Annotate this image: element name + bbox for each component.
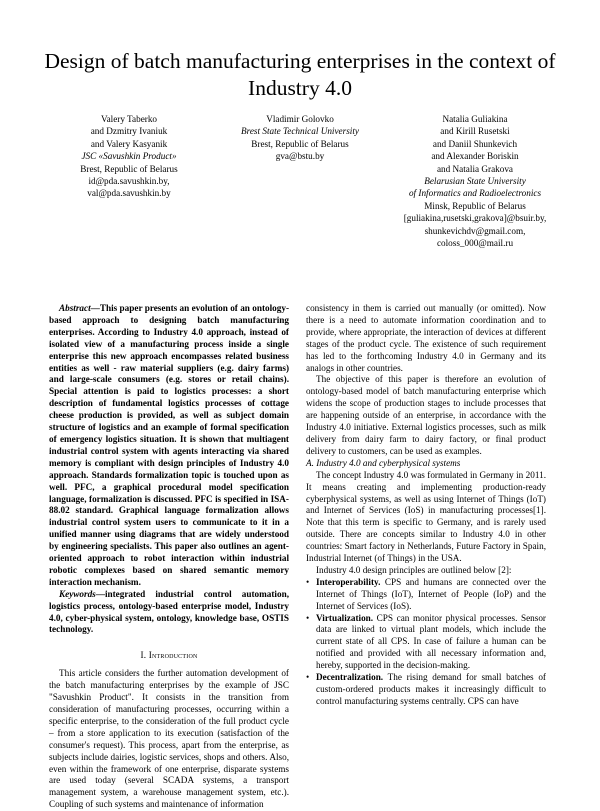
abstract — [49, 303, 289, 589]
author-line: and Dzmitry Ivaniuk — [90, 126, 168, 137]
author-line: and Valery Kasyanik — [90, 138, 168, 149]
keywords-text: —integrated industrial control automation, logistics process, ontology-based enterprise model, Industry 4.0, cyber-physical system, ontology, knowledge base, OSTIS technology. — [49, 588, 289, 635]
author-line: Brest, Republic of Belarus — [80, 163, 178, 174]
abstract-text: —This paper presents an evolution of an ontology-based approach to designing batch manufacturing enterprises. According to Industry 4.0 approach, instead of isolated view of a manufacturing process inside a single enterprise this new approach encompasses related business entities as well - raw material suppliers (e.g. dairy farms) and large-scale consumers (e.g. stores or retail chains). Special attention is paid to logistics processes: a short description of fundamental logistics processes of cottage cheese production is provided, as well as subject domain structure of logistics and an example of formal specification of emergency logistics situation. It is shown that multiagent industrial control system with agents interacting via shared memory is compliant with design principles of Industry 4.0 approach. Standards formalization topic is touched upon as well. PFC, a graphical procedural model specification language, formalization is discussed. PFC is specified in ISA-88.02 standard. Graphical language formalization allows industrial control system users to communicate to it in a unified manner using diagrams that are widely understood by engineering specialists. This paper also outlines an agent-oriented approach to robot interaction within industrial robotic complexes based on shared semantic memory interaction mechanism. — [49, 303, 289, 587]
author-line: Valery Taberko — [100, 114, 158, 124]
introduction-paragraph: This article considers the further automation development of the batch manufacturing enterprises by the example of JSC "Savushkin Product". It consists in the transition from consideration of manufacturing processes, occurring within a specific enterprise, to the consideration of the full product cycle – from a store application to its execution (satisfaction of the consumer's request). This process, apart from the enterprise, as subjects include dairies, logistic services, shops and others. Also, even within the framework of one enterprise, disparate systems are used today (several SCADA systems, a transport management system, a warehouse management system, etc.). Coupling of such systems and maintenance of information — [49, 668, 289, 810]
author-line: Vladimir Golovko — [266, 114, 334, 124]
author-line: and Natalia Grakova — [436, 163, 514, 174]
author-line: id@pda.savushkin.by, — [88, 176, 170, 187]
list-item: • Virtualization. CPS can monitor physical processes. Sensor data are linked to virtual plant models, which include the current state of all CPS. In case of failure a human can be notified and provided with all necessary information and, hereby, supported in the decision-making. — [306, 612, 546, 671]
author-line: and Daniil Shunkevich — [432, 138, 518, 149]
bullet-icon: • — [306, 612, 310, 623]
bullet-icon: • — [306, 576, 310, 587]
list-item: • Decentralization. The rising demand for small batches of custom-ordered products makes it increasingly difficult to control manufacturing systems centrally. CPS can have — [306, 672, 546, 706]
right-paragraph-1: consistency in them is carried out manually (or omitted). Now there is a need to automate information coordination and to provide, where appropriate, the interaction of devices at different stages of the product cycle. The existence of such requirement has led to the forthcoming Industry 4.0 in Germany and its analogs in other countries. — [306, 303, 546, 373]
right-paragraph-3: The concept Industry 4.0 was formulated in Germany in 2011. It means creating and implementing production-ready cyberphysical systems, as well as using Internet of Things (IoT) and Internet of Services (IoS) in manufacturing processes[1]. Note that this term is specific to Germany, and is rarely used outside. There are concepts similar to Industry 4.0 in other countries: Smart factory in Netherlands, Future Factory in Spain, Industrial Internet (of Things) in the USA. — [306, 469, 546, 564]
author-line: Brest State Technical University — [241, 126, 359, 137]
keywords-lead: Keywords — [59, 588, 96, 599]
author-line: and Alexander Boriskin — [431, 151, 519, 162]
author-line: and Kirill Rusetski — [440, 126, 510, 137]
author-line: coloss_000@mail.ru — [436, 238, 514, 249]
subsection-heading: A. Industry 4.0 and cyberphysical systems — [306, 457, 461, 468]
section-heading-introduction: I. Introduction — [140, 650, 198, 661]
bullet-icon: • — [306, 672, 310, 683]
author-line: val@pda.savushkin.by — [87, 188, 171, 199]
right-column — [306, 303, 546, 708]
author-line: Minsk, Republic of Belarus — [424, 200, 526, 211]
author-block-savushkin — [54, 113, 204, 200]
author-block-bsuir — [380, 113, 570, 249]
author-block-bstu — [215, 113, 385, 163]
author-line: shunkevichdv@gmail.com, — [424, 225, 526, 236]
author-line: of Informatics and Radioelectronics — [408, 188, 542, 199]
paper-title: Design of batch manufacturing enterprises in the context of Industry 4.0 — [44, 49, 556, 100]
author-line: gva@bstu.by — [275, 151, 325, 162]
abstract-lead: Abstract — [59, 303, 91, 313]
keywords — [49, 589, 289, 637]
author-line: Natalia Guliakina — [442, 114, 508, 124]
author-line: Brest, Republic of Belarus — [251, 138, 349, 149]
author-line: JSC «Savushkin Product» — [81, 151, 177, 162]
author-line: Belarusian State University — [424, 176, 526, 187]
list-item: • Interoperability. CPS and humans are connected over the Internet of Things (IoT), Internet of People (IoP) and the Internet of Services (IoS). — [306, 576, 546, 611]
left-column — [49, 303, 289, 811]
author-line: [guliakina,rusetski,grakova]@bsuir.by, — [403, 213, 547, 224]
right-paragraph-2: The objective of this paper is therefore an evolution of ontology-based model of batch manufacturing enterprise which widens the scope of production stages to include processes that are happening outside of an enterprise, in accordance with the Industry 4.0 initiative. External logistics processes, such as milk delivery from dairy farm to dairy factory, or final product delivery to customers, can be used as examples. — [306, 374, 546, 456]
right-paragraph-4: Industry 4.0 design principles are outlined below [2]: — [316, 564, 512, 575]
design-principles-list — [306, 577, 546, 708]
